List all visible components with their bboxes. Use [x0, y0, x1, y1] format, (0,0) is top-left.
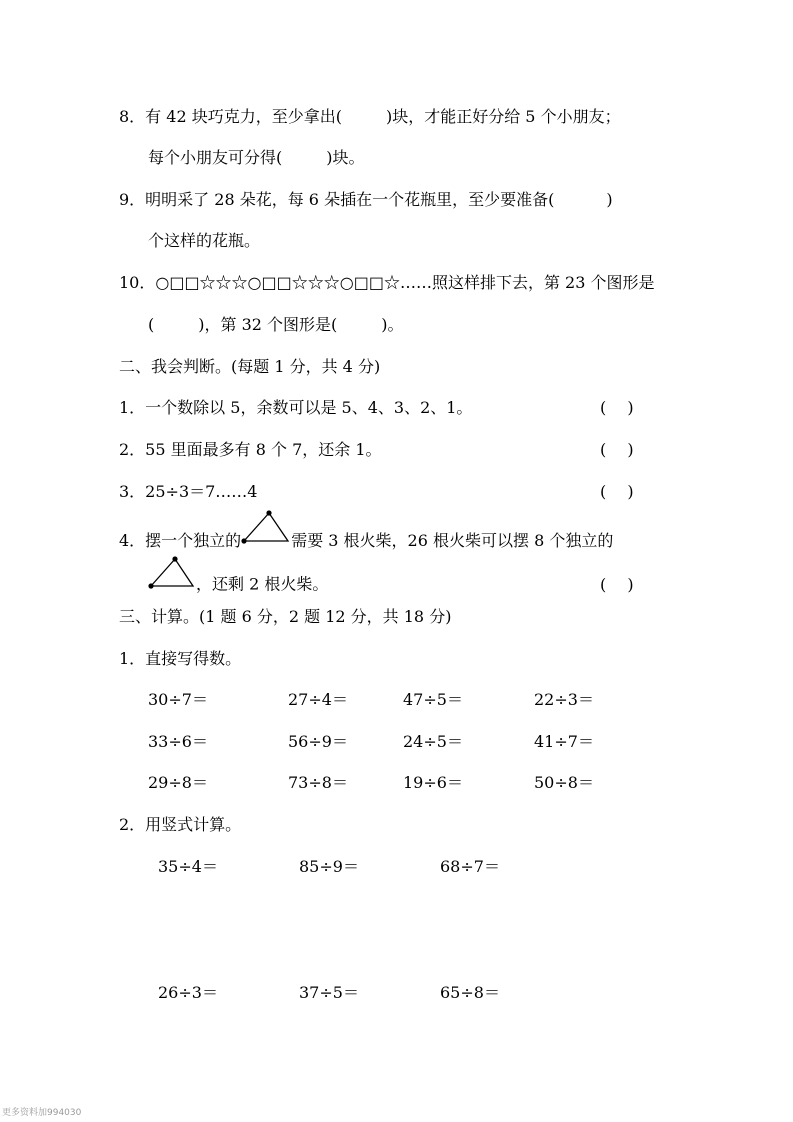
vertical-item: 35÷4＝ — [158, 857, 218, 876]
question-8-line1: 8．有 42 块巧克力，至少拿出( )块，才能正好分给 5 个小朋友； — [119, 107, 621, 126]
calc-item: 73÷8＝ — [288, 773, 348, 792]
vertical-item: 26÷3＝ — [158, 983, 218, 1002]
vertical-item: 85÷9＝ — [299, 857, 359, 876]
calc-item: 27÷4＝ — [288, 690, 348, 709]
judge-question-3: 3．25÷3＝7……4 — [119, 482, 258, 501]
footer-watermark: 更多资料加994030 — [2, 1108, 82, 1118]
calc-item: 41÷7＝ — [534, 732, 594, 751]
judge-answer-4[interactable]: ( ) — [600, 575, 634, 594]
judge-answer-2[interactable]: ( ) — [600, 440, 634, 459]
judge-question-2: 2．55 里面最多有 8 个 7，还余 1。 — [119, 440, 382, 459]
section-3-heading: 三、计算。(1 题 6 分，2 题 12 分，共 18 分) — [119, 607, 452, 626]
question-9-line1: 9．明明采了 28 朵花，每 6 朵插在一个花瓶里，至少要准备( ) — [119, 190, 613, 209]
question-8-line2: 每个小朋友可分得( )块。 — [148, 148, 365, 167]
calc-item: 56÷9＝ — [288, 732, 348, 751]
vertical-item: 65÷8＝ — [440, 983, 500, 1002]
judge-answer-3[interactable]: ( ) — [600, 482, 634, 501]
calc-item: 24÷5＝ — [403, 732, 463, 751]
question-10-line1: 10．○□□☆☆☆○□□☆☆☆○□□☆……照这样排下去，第 23 个图形是 — [119, 273, 655, 292]
calc-item: 47÷5＝ — [403, 690, 463, 709]
matchstick-triangle-icon-2 — [148, 556, 196, 598]
question-10-line2: ( )，第 32 个图形是( )。 — [148, 315, 404, 334]
calc-item: 22÷3＝ — [534, 690, 594, 709]
judge-question-1: 1．一个数除以 5，余数可以是 5、4、3、2、1。 — [119, 398, 473, 417]
judge-question-4-line1: 4．摆一个独立的 需要 3 根火柴，26 根火柴可以摆 8 个独立的 — [119, 530, 613, 553]
calc-sub-1: 1．直接写得数。 — [119, 649, 242, 668]
judge-question-4-line2: ，还剩 2 根火柴。 — [148, 572, 328, 598]
calc-item: 19÷6＝ — [403, 773, 463, 792]
calc-item: 33÷6＝ — [148, 732, 208, 751]
calc-sub-2: 2．用竖式计算。 — [119, 815, 242, 834]
calc-item: 50÷8＝ — [534, 773, 594, 792]
judge-answer-1[interactable]: ( ) — [600, 398, 634, 417]
vertical-item: 68÷7＝ — [440, 857, 500, 876]
calc-item: 30÷7＝ — [148, 690, 208, 709]
question-9-line2: 个这样的花瓶。 — [148, 231, 261, 250]
matchstick-triangle-icon — [241, 509, 291, 553]
section-2-heading: 二、我会判断。(每题 1 分，共 4 分) — [119, 357, 381, 376]
vertical-item: 37÷5＝ — [299, 983, 359, 1002]
calc-item: 29÷8＝ — [148, 773, 208, 792]
